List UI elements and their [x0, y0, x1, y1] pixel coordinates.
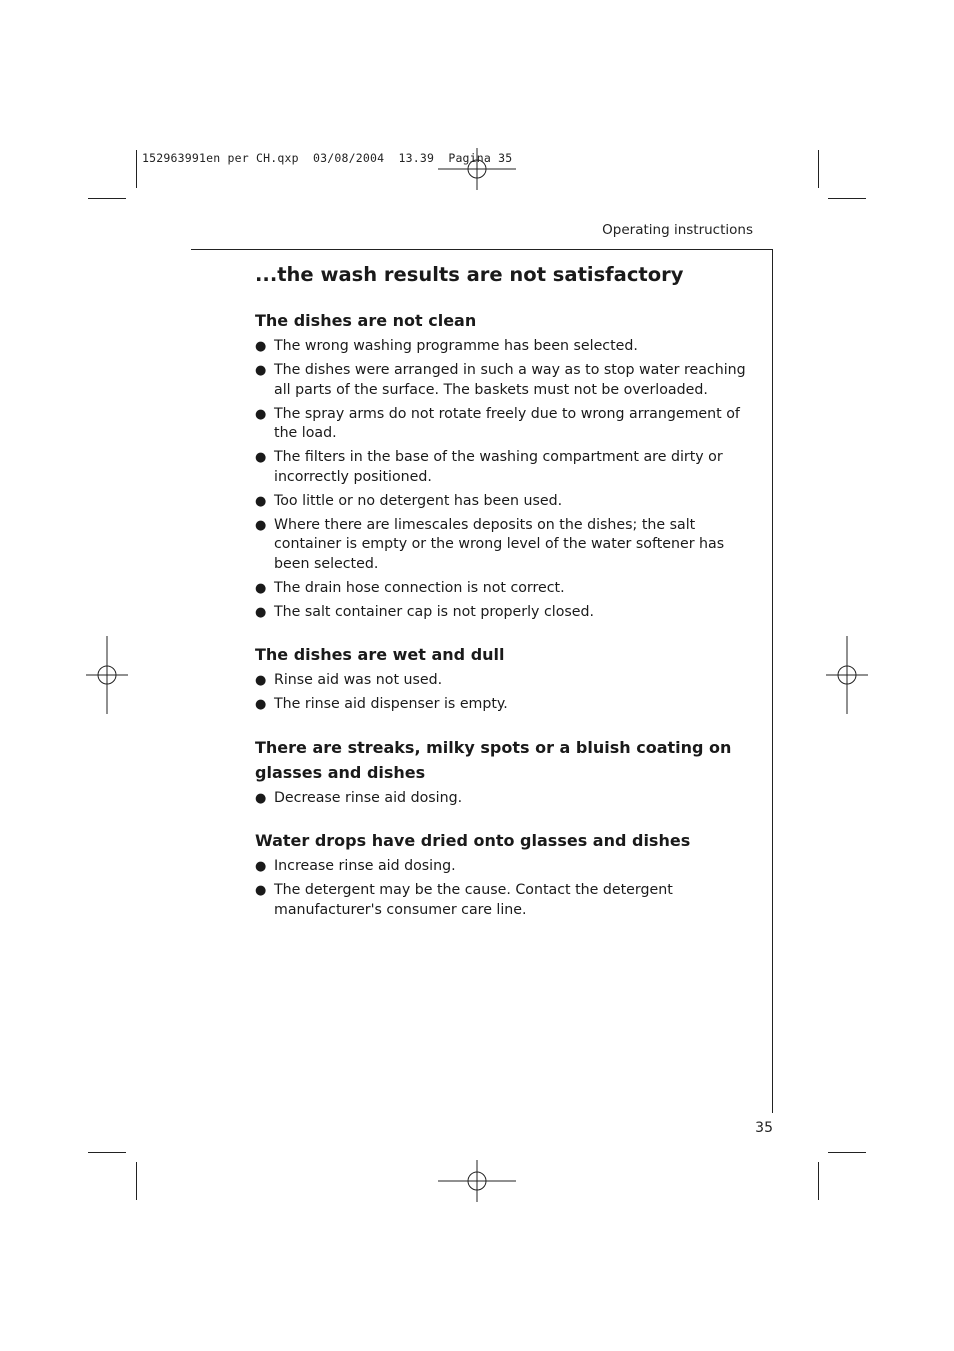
- bullet-icon: ●: [255, 859, 267, 874]
- list-item-text: The salt container cap is not properly closed.: [274, 603, 595, 620]
- list-item-text: Where there are limescales deposits on the dishes; the salt container is empty or the wrong level of the water softener has been selected.: [274, 516, 725, 572]
- registration-mark-icon: [808, 636, 886, 714]
- list-item: [255, 448, 760, 487]
- list-item: [255, 405, 760, 444]
- print-slug: 152963991en per CH.qxp 03/08/2004 13.39 Pagina 35: [142, 151, 513, 165]
- list-item: [255, 337, 760, 357]
- section-heading: There are streaks, milky spots or a bluish coating on glasses and dishes: [255, 737, 732, 782]
- crop-mark: [828, 1152, 866, 1153]
- list-item: [255, 789, 760, 809]
- page-side-rule: [772, 249, 773, 1113]
- list-item: [255, 695, 760, 715]
- list-item: [255, 579, 760, 599]
- list-item-text: The rinse aid dispenser is empty.: [274, 696, 508, 712]
- bullet-icon: ●: [255, 450, 267, 465]
- list-item-text: Too little or no detergent has been used.: [274, 492, 563, 509]
- bullet-list: [255, 337, 760, 622]
- list-item: [255, 492, 760, 512]
- bullet-list: [255, 789, 760, 809]
- list-item-text: The detergent may be the cause. Contact the detergent manufacturer's consumer care line.: [274, 882, 673, 918]
- bullet-icon: ●: [255, 580, 267, 596]
- list-item-text: Increase rinse aid dosing.: [274, 858, 456, 874]
- crop-mark: [88, 1152, 126, 1153]
- bullet-icon: ●: [255, 406, 267, 422]
- crop-mark: [818, 150, 819, 188]
- sections-container: [255, 308, 760, 920]
- bullet-list: [255, 671, 760, 715]
- crop-mark: [136, 1162, 137, 1200]
- section-heading: The dishes are wet and dull: [255, 645, 505, 664]
- bullet-icon: ●: [255, 493, 267, 509]
- crop-mark: [88, 198, 126, 199]
- page-title: ...the wash results are not satisfactory: [255, 263, 684, 286]
- registration-mark-icon: [438, 1142, 516, 1220]
- section: [255, 642, 760, 715]
- section-heading: The dishes are not clean: [255, 311, 477, 330]
- crop-mark: [136, 150, 137, 188]
- list-item: [255, 857, 760, 877]
- section-heading: Water drops have dried onto glasses and dishes: [255, 831, 691, 850]
- list-item-text: The wrong washing programme has been selected.: [274, 338, 638, 354]
- list-item: [255, 671, 760, 691]
- bullet-icon: ●: [255, 883, 267, 898]
- crop-mark: [828, 198, 866, 199]
- list-item: [255, 881, 760, 920]
- list-item-text: Decrease rinse aid dosing.: [274, 789, 463, 806]
- registration-mark-icon: [68, 636, 146, 714]
- bullet-icon: ●: [255, 363, 267, 378]
- section: [255, 828, 760, 920]
- running-header: Operating instructions: [602, 222, 753, 238]
- bullet-icon: ●: [255, 790, 267, 806]
- list-item-text: The drain hose connection is not correct.: [274, 579, 565, 596]
- section: [255, 308, 760, 622]
- bullet-icon: ●: [255, 673, 267, 688]
- bullet-icon: ●: [255, 604, 267, 620]
- list-item-text: Rinse aid was not used.: [274, 672, 443, 688]
- main-content: [255, 262, 760, 940]
- section: [255, 735, 760, 809]
- bullet-list: [255, 857, 760, 920]
- list-item-text: The spray arms do not rotate freely due to wrong arrangement of the load.: [274, 405, 740, 441]
- page-number: 35: [755, 1120, 773, 1136]
- bullet-icon: ●: [255, 339, 267, 354]
- list-item: [255, 361, 760, 400]
- list-item-text: The dishes were arranged in such a way as to stop water reaching all parts of the surface. The baskets must not be overloaded.: [274, 362, 746, 398]
- registration-mark-icon: [438, 130, 516, 208]
- bullet-icon: ●: [255, 697, 267, 712]
- list-item: [255, 516, 760, 575]
- bullet-icon: ●: [255, 517, 267, 533]
- list-item-text: The filters in the base of the washing compartment are dirty or incorrectly positioned.: [274, 449, 723, 485]
- header-rule: [191, 249, 773, 250]
- list-item: [255, 603, 760, 623]
- crop-mark: [818, 1162, 819, 1200]
